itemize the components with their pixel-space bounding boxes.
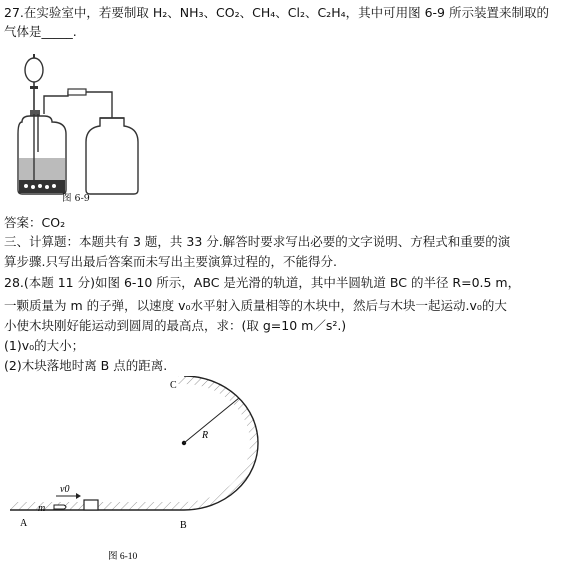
figure-6-9-caption: 图 6-9: [62, 193, 90, 204]
wooden-block: [84, 500, 98, 510]
label-v0: v0: [60, 484, 70, 495]
q28-line1: 28.(本题 11 分)如图 6-10 所示，ABC 是光滑的轨道，其中半圆轨道 BC 的半径 R=0.5 m，: [4, 275, 521, 290]
section3-line1: 三、计算题：本题共有 3 题，共 33 分.解答时要求写出必要的文字说明、方程式和重要的演: [4, 234, 511, 249]
q28-line3: 小使木块刚好能运动到圆周的最高点，求：(取 g=10 m／s².): [4, 318, 347, 333]
label-m: m: [38, 503, 46, 514]
figure-6-10-caption: 图 6-10: [108, 552, 138, 562]
section3-line2: 算步骤.只写出最后答案而未写出主要演算过程的，不能得分.: [4, 254, 337, 269]
label-C: C: [170, 380, 177, 391]
answer: 答案：CO₂: [4, 215, 66, 230]
q28-part2: (2)木块落地时离 B 点的距离.: [4, 358, 168, 373]
q27-line1: 27.在实验室中，若要制取 H₂、NH₃、CO₂、CH₄、Cl₂、C₂H₄，其中可用图 6-9 所示装置来制取的: [4, 5, 549, 20]
bullet: [54, 505, 66, 509]
label-R: R: [202, 430, 209, 441]
q28-line2: 一颗质量为 m 的子弹，以速度 v₀水平射入质量相等的木块中，然后与木块一起运动.v₀的大: [4, 298, 507, 313]
figure-6-9: [8, 52, 148, 204]
label-A: A: [20, 518, 28, 529]
radius-line: [184, 398, 239, 443]
track-hatching: [10, 376, 258, 510]
label-B: B: [180, 520, 187, 531]
q28-part1: (1)v₀的大小；: [4, 338, 85, 353]
q27-line2: 气体是_____.: [4, 24, 77, 39]
track-line: [10, 376, 258, 510]
figure-6-10: [8, 376, 268, 566]
